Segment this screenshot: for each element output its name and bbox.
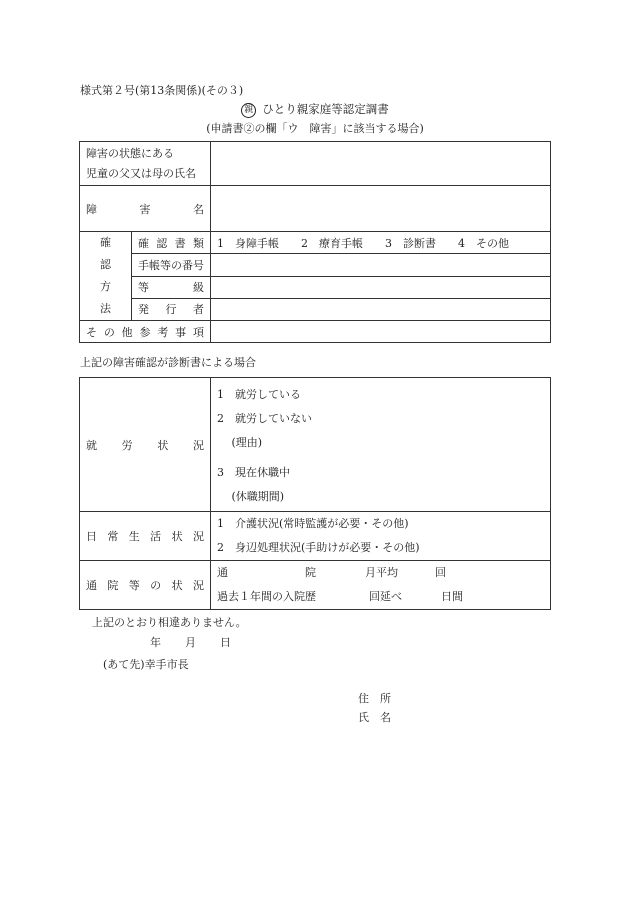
name-label: 氏 名 [358, 711, 391, 724]
hospitalization-line[interactable]: 過去１年間の入院歴 回延べ 日間 [217, 590, 463, 603]
document-subtitle: (申請書②の欄「ウ 障害」に該当する場合) [206, 122, 424, 135]
form-number: 様式第２号(第13条関係)(その３) [80, 84, 244, 97]
care-status[interactable]: 1 介護状況(常時監護が必要・その他) [217, 517, 409, 530]
confirmation-document-label: 確 認 書 類 [132, 232, 211, 254]
confirmation-statement: 上記のとおり相違ありません。 [92, 616, 247, 629]
parent-name-field[interactable] [211, 142, 551, 186]
parent-label-line1: 障害の状態にある [86, 146, 174, 160]
parent-name-label [80, 142, 211, 186]
work-option-unemployed[interactable]: 2 就労していない [217, 411, 312, 425]
date-year[interactable]: 年 [150, 636, 161, 649]
date-month[interactable]: 月 [185, 636, 196, 649]
confirmation-document-options[interactable]: 1 身障手帳 2 療育手帳 3 診断書 4 その他 [211, 232, 551, 254]
other-notes-label: そ の 他 参 考 事 項 [80, 321, 211, 343]
confirmation-method-label: 確 認 方 法 [80, 232, 132, 321]
grade-label: 等 級 [132, 276, 211, 298]
handbook-number-field[interactable] [211, 254, 551, 276]
disability-name-label: 障 害 名 [80, 186, 211, 232]
hospital-visit-label: 通 院 等 の 状 況 [80, 561, 211, 610]
hospital-visit-fields[interactable] [211, 561, 551, 610]
title-text: ひとり親家庭等認定調書 [262, 102, 389, 116]
other-notes-field[interactable] [211, 321, 551, 343]
issuer-field[interactable] [211, 298, 551, 320]
date-day[interactable]: 日 [220, 636, 231, 649]
leave-period-label: (休職期間) [217, 489, 285, 503]
disability-name-field[interactable] [211, 186, 551, 232]
address-label: 住 所 [358, 692, 391, 705]
grade-field[interactable] [211, 276, 551, 298]
addressee: (あて先)幸手市長 [103, 658, 189, 671]
status-table [79, 377, 551, 610]
issuer-label: 発 行 者 [132, 298, 211, 320]
diagnosis-note: 上記の障害確認が診断書による場合 [80, 356, 256, 369]
date-line[interactable] [150, 634, 231, 650]
certification-table [79, 141, 551, 343]
work-status-label: 就 労 状 況 [80, 378, 211, 512]
work-status-options[interactable] [211, 378, 551, 512]
daily-life-options[interactable] [211, 512, 551, 561]
outpatient-line[interactable]: 通 院 月平均 回 [217, 566, 446, 579]
parent-label-line2: 児童の父又は母の氏名 [86, 166, 196, 180]
work-reason-label: (理由) [217, 435, 263, 449]
document-title [0, 101, 630, 118]
work-option-employed[interactable]: 1 就労している [217, 387, 301, 401]
handbook-number-label: 手帳等の番号 [132, 254, 211, 276]
self-care-status[interactable]: 2 身辺処理状況(手助けが必要・その他) [217, 541, 420, 554]
work-option-on-leave[interactable]: 3 現在休職中 [217, 465, 290, 479]
daily-life-label: 日 常 生 活 状 況 [80, 512, 211, 561]
title-badge: 親 [241, 103, 256, 118]
